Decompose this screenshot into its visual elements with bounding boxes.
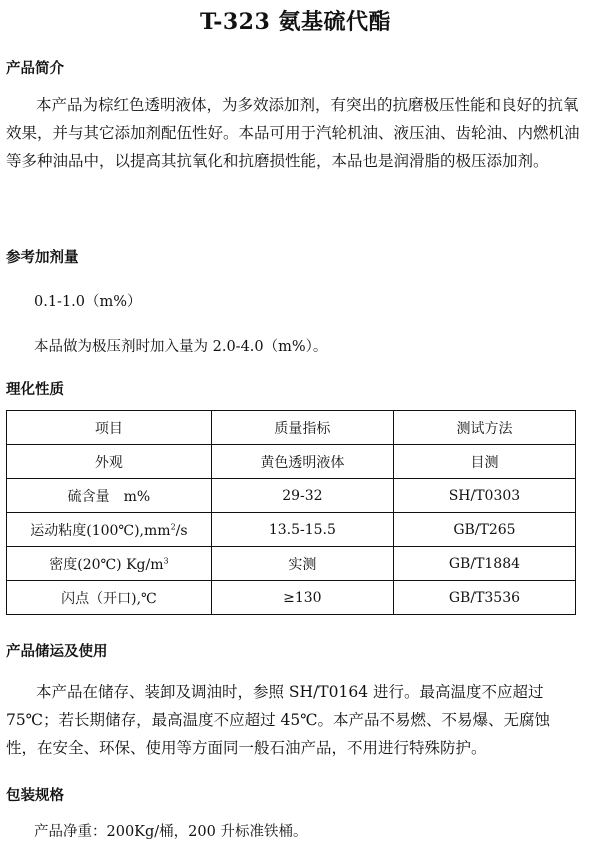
table-cell-item: 硫含量 m% <box>7 479 212 513</box>
table-cell-method: GB/T265 <box>393 513 575 547</box>
table-header-cell: 项目 <box>7 411 212 445</box>
table-cell-method: 目测 <box>393 445 575 479</box>
section-heading-dosage: 参考加剂量 <box>6 250 79 266</box>
document-title: T-323 氨基硫代酯 <box>200 9 391 35</box>
storage-paragraph: 本产品在储存、装卸及调油时，参照 SH/T0164 进行。最高温度不应超过 75℃；若长期储存，最高温度不应超过 45℃。本产品不易燃、不易爆、无腐蚀性，在安全、环保、使用等方面同一般石油产品，不用进行特殊防护。 <box>6 683 551 757</box>
table-row <box>7 581 576 615</box>
table-cell-item <box>7 547 212 581</box>
table-header-row <box>7 411 576 445</box>
dosage-ep-note: 本品做为极压剂时加入量为 2.0-4.0（m%）。 <box>34 339 328 355</box>
item-text-tail: /s <box>175 522 188 539</box>
table-cell-item: 外观 <box>7 445 212 479</box>
properties-table <box>6 410 576 615</box>
item-superscript: 3 <box>163 555 169 565</box>
dosage-range: 0.1-1.0（m%） <box>34 294 142 310</box>
table-cell-spec: 13.5-15.5 <box>211 513 393 547</box>
table-cell-method: GB/T3536 <box>393 581 575 615</box>
table-cell-method: GB/T1884 <box>393 547 575 581</box>
packaging-text: 产品净重：200Kg/桶，200 升标准铁桶。 <box>34 824 308 840</box>
table-cell-spec: ≥130 <box>211 581 393 615</box>
table-cell-spec: 黄色透明液体 <box>211 445 393 479</box>
section-heading-intro: 产品简介 <box>6 61 64 77</box>
item-text: 密度(20℃) Kg/m <box>49 556 164 573</box>
intro-paragraph: 本产品为棕红色透明液体，为多效添加剂，有突出的抗磨极压性能和良好的抗氧效果，并与其它添加剂配伍性好。本品可用于汽轮机油、液压油、齿轮油、内燃机油等多种油品中，以提高其抗氧化和抗磨损性能，本品也是润滑脂的极压添加剂。 <box>6 96 580 170</box>
table-header-cell: 质量指标 <box>211 411 393 445</box>
section-heading-properties: 理化性质 <box>6 382 64 398</box>
table-cell-spec: 29-32 <box>211 479 393 513</box>
table-row <box>7 547 576 581</box>
section-heading-storage: 产品储运及使用 <box>6 644 108 660</box>
table-row <box>7 479 576 513</box>
table-row <box>7 445 576 479</box>
item-superscript: 2 <box>170 521 176 531</box>
table-header-cell: 测试方法 <box>393 411 575 445</box>
table-cell-item: 闪点（开口),℃ <box>7 581 212 615</box>
table-row <box>7 513 576 547</box>
table-cell-method: SH/T0303 <box>393 479 575 513</box>
table-cell-item <box>7 513 212 547</box>
table-cell-spec: 实测 <box>211 547 393 581</box>
section-heading-packaging: 包装规格 <box>6 788 64 804</box>
item-text: 运动粘度(100℃),mm <box>30 522 171 539</box>
